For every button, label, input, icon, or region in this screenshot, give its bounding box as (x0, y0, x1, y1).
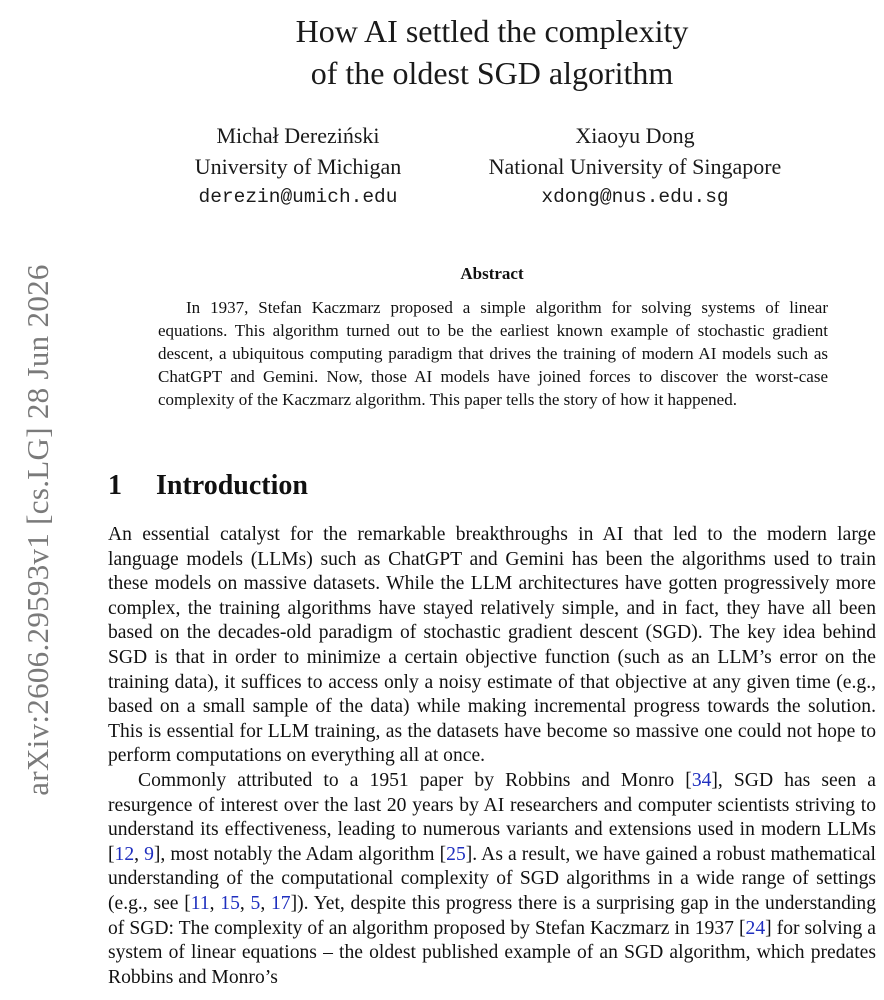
author-affiliation: University of Michigan (194, 154, 402, 179)
section-title: Introduction (156, 470, 308, 501)
author-email: derezin@umich.edu (198, 186, 398, 208)
text-run: , (134, 843, 145, 865)
citation-link[interactable]: 34 (691, 769, 712, 791)
section-heading (108, 470, 308, 502)
arxiv-identifier-stamp: arXiv:2606.29593v1 [cs.LG] 28 Jun 2026 (20, 264, 55, 796)
text-run: , (209, 892, 221, 914)
author-affiliation: National University of Singapore (488, 154, 782, 179)
author-email: xdong@nus.edu.sg (541, 186, 729, 208)
paper-title (180, 10, 804, 94)
citation-link[interactable]: 24 (745, 917, 766, 939)
abstract-heading: Abstract (460, 264, 524, 283)
text-run: ]. As a result, we have gained a robust mathematical understanding of the computational complexity of SGD algorithms in a wide range of settings (e.g., see [ (108, 843, 877, 914)
citation-link[interactable]: 9 (144, 843, 154, 865)
text-run: ], most notably the Adam algorithm [ (153, 843, 447, 865)
text-run: ]). Yet, despite this progress there is a surprising gap in the understanding of SGD: The complexity of an algorithm proposed by Stefan Kaczmarz in 1937 [ (108, 892, 877, 939)
text-run: , (239, 892, 251, 914)
text-run: ], SGD has seen a resurgence of interest over the last 20 years by AI researchers and computer scientists striving to understand its effectiveness, leading to numerous variants and extensions used in modern LLMs [ (108, 769, 876, 865)
paragraph-2 (108, 769, 876, 990)
text-run: , (260, 892, 271, 914)
author-name: Xiaoyu Dong (575, 123, 695, 148)
citation-link[interactable]: 11 (190, 892, 210, 914)
author-block-2 (462, 120, 808, 213)
section-number: 1 (108, 470, 122, 501)
author-block-1 (168, 120, 428, 213)
abstract-text: In 1937, Stefan Kaczmarz proposed a simple algorithm for solving systems of linear equations. This algorithm turned out to be the earliest known example of stochastic gradient descent, a ubiquitous computing paradigm that drives the training of modern AI models such as ChatGPT and Gemini. Now, those AI models have joined forces to discover the worst-case complexity of the Kaczmarz algorithm. This paper tells the story of how it happened. (158, 298, 828, 409)
citation-link[interactable]: 5 (250, 892, 261, 914)
citation-link[interactable]: 17 (271, 892, 291, 914)
text-run: ] for solving a system of linear equations – the oldest published example of an SGD algorithm, which predates Robbins and Monro’s (108, 917, 876, 988)
citation-link[interactable]: 12 (114, 843, 135, 865)
paragraph-1: An essential catalyst for the remarkable breakthroughs in AI that led to the modern large language models (LLMs) such as ChatGPT and Gemini has been the algorithms used to train these models on massive datasets. While the LLM architectures have gotten progressively more complex, the training algorithms have stayed relatively simple, and in fact, they have all been based on the decades-old paradigm of stochastic gradient descent (SGD). The key idea behind SGD is that in order to minimize a certain objective function (such as an LLM’s error on the training data), it suffices to access only a noisy estimate of that objective at any given time (e.g., based on a small sample of the data) while making incremental progress towards the solution. This is essential for LLM training, as the datasets have become so massive one could not hope to perform computations on everything all at once. (108, 524, 876, 767)
title-line-2: of the oldest SGD algorithm (310, 55, 674, 91)
author-name: Michał Dereziński (216, 123, 380, 148)
section-body (108, 523, 876, 990)
citation-link[interactable]: 25 (446, 843, 466, 865)
citation-link[interactable]: 15 (220, 892, 240, 914)
title-line-1: How AI settled the complexity (295, 13, 689, 49)
text-run: Commonly attributed to a 1951 paper by Robbins and Monro [ (138, 769, 692, 791)
